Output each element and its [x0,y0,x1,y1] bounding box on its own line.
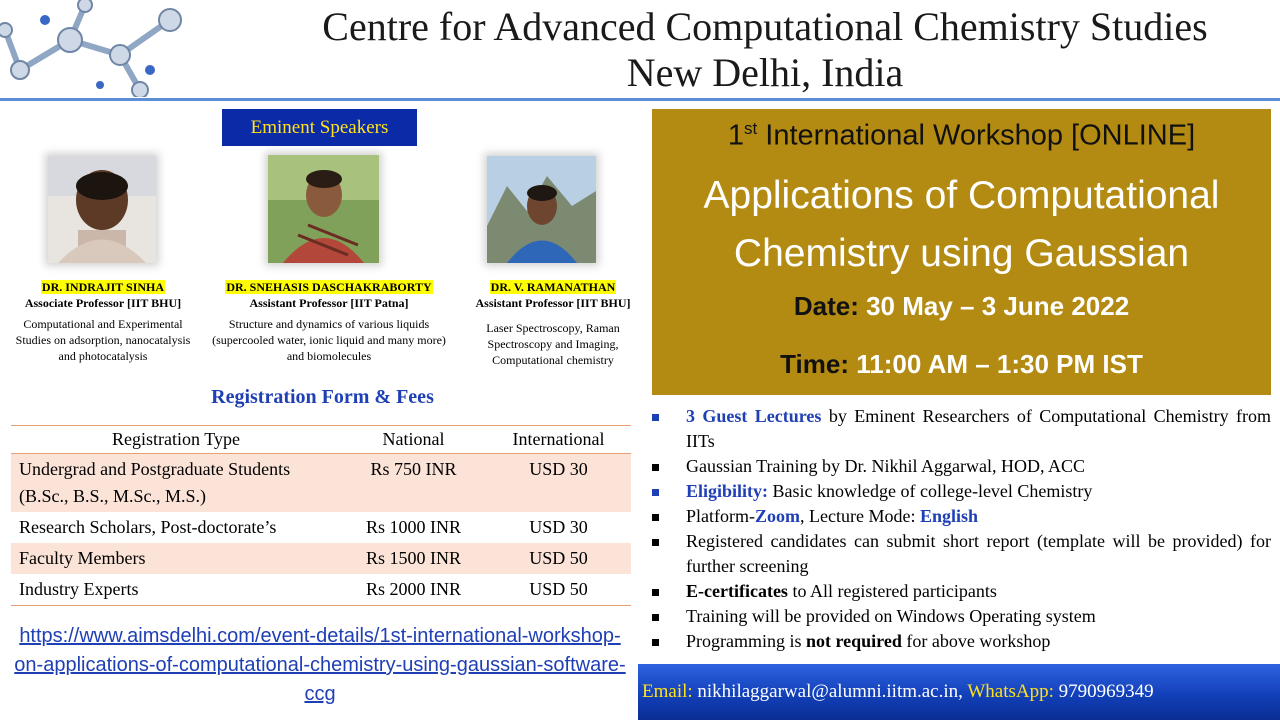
guest-lectures-highlight: 3 Guest Lectures [686,406,822,426]
email-address[interactable]: nikhilaggarwal@alumni.iitm.ac.in, [697,681,963,702]
registration-type: Industry Experts [11,574,341,606]
date-value: 30 May – 3 June 2022 [866,291,1130,321]
email-label: Email: [642,681,693,702]
registration-title: Registration Form & Fees [211,386,434,408]
international-fee: USD 50 [486,543,631,574]
e-certificates-label: E-certificates [686,581,788,601]
workshop-time [652,349,1271,380]
registration-type: Undergrad and Postgraduate Students (B.Sc., B.S., M.Sc., M.S.) [11,454,341,513]
list-item-text: Platform- [686,506,755,526]
list-item [652,604,1271,629]
time-label: Time: [780,349,850,379]
list-item [652,529,1271,579]
international-fee: USD 50 [486,574,631,606]
title-line-1: Centre for Advanced Computational Chemistry Studies [322,4,1208,49]
national-fee: Rs 2000 INR [341,574,486,606]
feature-list [652,404,1271,654]
column-header-type: Registration Type [11,426,341,454]
workshop-edition [652,119,1271,153]
workshop-banner [652,109,1271,395]
bullet-icon [652,489,659,496]
speaker-name: DR. V. RAMANATHAN [490,280,616,294]
list-item [652,404,1271,454]
bullet-icon [652,639,659,646]
speakers-heading: Eminent Speakers [222,109,417,146]
list-item-text: Registered candidates can submit short report (template will be provided) for further screening [686,531,1271,576]
speaker-role: Assistant Professor [IIT BHU] [475,296,631,310]
registration-type: Research Scholars, Post-doctorate’s [19,517,277,537]
list-item-text: Training will be provided on Windows Operating system [686,606,1096,626]
speaker-card-3 [460,278,646,368]
speaker-card-2 [205,278,453,364]
international-fee: USD 30 [486,454,631,513]
list-item-text: Basic knowledge of college-level Chemistry [772,481,1093,501]
speaker-role: Assistant Professor [IIT Patna] [249,296,409,310]
whatsapp-label: WhatsApp: [967,681,1054,702]
table-row [11,543,631,574]
list-item-text: Gaussian Training by Dr. Nikhil Aggarwal, HOD, ACC [686,456,1086,476]
list-item-text: , Lecture Mode: [800,506,916,526]
ordinal-number: 1 [727,119,744,152]
speaker-photo-2 [268,155,379,263]
fees-table [11,425,631,606]
list-item-text: to All registered participants [792,581,997,601]
eligibility-label: Eligibility: [686,481,769,501]
time-value: 11:00 AM – 1:30 PM IST [856,349,1143,379]
ordinal-suffix: st [744,119,758,138]
speaker-topic: Computational and Experimental Studies on adsorption, nanocatalysis and photocatalysis [15,317,191,363]
header-divider [0,98,1280,101]
speaker-photo-1 [48,156,156,263]
page-title [250,4,1280,96]
bullet-icon [652,414,659,421]
column-header-international: International [486,426,631,454]
list-item [652,579,1271,604]
table-row [11,454,631,513]
platform-zoom: Zoom [755,506,800,526]
registration-type: Faculty Members [11,543,341,574]
lecture-mode-english: English [919,506,978,526]
date-label: Date: [793,291,859,321]
speaker-role: Associate Professor [IIT BHU] [24,296,182,310]
list-item-text: by Eminent Researchers of Computational Chemistry from IITs [686,406,1272,451]
speaker-card-1 [8,278,198,364]
bullet-icon [652,539,659,546]
workshop-type: International Workshop [ONLINE] [765,119,1196,152]
list-item [652,479,1271,504]
list-item-text: Programming is [686,631,802,651]
bullet-icon [652,514,659,521]
speaker-photo-3 [487,156,596,263]
speaker-topic: Structure and dynamics of various liquids (supercooled water, ionic liquid and many more) and biomolecules [212,317,446,363]
contact-bar [638,664,1280,720]
speaker-name: DR. SNEHASIS DASCHAKRABORTY [226,280,432,294]
table-row [11,574,631,606]
list-item-text: for above workshop [906,631,1051,651]
workshop-title: Applications of Computational Chemistry using Gaussian [703,174,1220,275]
speaker-topic: Laser Spectroscopy, Raman Spectroscopy and Imaging, Computational chemistry [486,321,620,367]
bullet-icon [652,464,659,471]
table-row [11,512,631,543]
whatsapp-number[interactable]: 9790969349 [1058,681,1154,702]
list-item [652,454,1271,479]
title-line-2: New Delhi, India [626,50,904,95]
bullet-icon [652,614,659,621]
list-item [652,629,1271,654]
speaker-name: DR. INDRAJIT SINHA [41,280,165,294]
not-required-label: not required [806,631,902,651]
national-fee: Rs 1000 INR [365,517,461,537]
national-fee: Rs 1500 INR [341,543,486,574]
national-fee: Rs 750 INR [341,454,486,513]
registration-link[interactable]: https://www.aimsdelhi.com/event-details/1st-international-workshop-on-applications-of-computational-chemistry-using-gaussian-software-ccg [14,625,626,705]
bullet-icon [652,589,659,596]
list-item [652,504,1271,529]
workshop-date [652,291,1271,322]
table-header-row [11,426,631,454]
column-header-national: National [341,426,486,454]
international-fee: USD 30 [529,517,588,537]
molecule-logo [0,0,198,97]
